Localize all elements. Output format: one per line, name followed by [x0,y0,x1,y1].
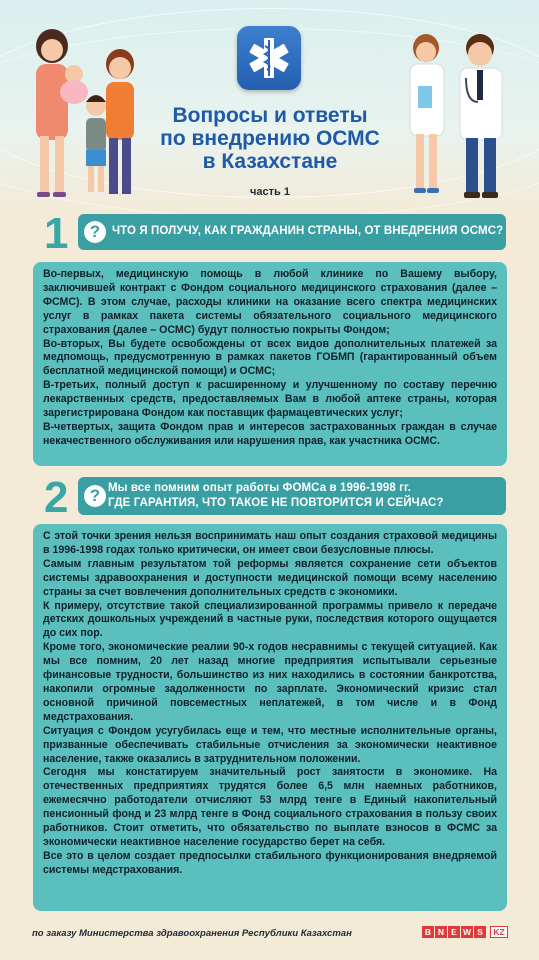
brand-letter: E [448,926,460,938]
question-2-line-2: ГДЕ ГАРАНТИЯ, ЧТО ТАКОЕ НЕ ПОВТОРИТСЯ И СЕЙЧАС? [108,497,444,509]
star-of-life-icon [237,26,301,90]
brand-suffix: KZ [490,926,508,938]
answer-2-paragraph: Все это в целом создает предпосылки стабильного функционирования внедряемой системы медстрахования. [43,849,497,876]
answer-2-panel [33,524,507,911]
page-subtitle: часть 1 [250,186,290,198]
question-1-number: 1 [44,209,69,258]
question-mark-icon: ? [84,221,106,243]
question-mark-icon: ? [84,485,106,507]
question-1-bar [78,214,506,250]
answer-2-paragraph: Самым главным результатом той реформы является сохранение сети объектов системы здравоохранения и доступности медицинской помощи всему населению страны за счет вовлечения дополнительных средств с экономики. [43,557,497,598]
brand-letter: S [474,926,486,938]
title-line-3: в Казахстане [202,150,338,173]
bnews-logo [422,926,508,938]
brand-letter: B [422,926,434,938]
brand-letter: W [462,927,472,937]
answer-2-paragraph: Ситуация с Фондом усугубилась еще и тем, что местные исполнительные органы, призванные обеспечивать стабильные отчисления за экономически неактивное население, также оказались в затруднительном положении. [43,724,497,765]
doctors-illustration [404,30,524,207]
page-title [130,104,410,173]
answer-1-paragraph: Во-вторых, Вы будете освобождены от всех видов дополнительных платежей за медпомощь, предусмотренную в рамках пакетов ГОБМП (гарантированный объем бесплатной медицинской помощи) и ОСМС; [43,337,497,378]
title-line-2: по внедрению ОСМС [160,127,380,150]
answer-2-paragraph: Кроме того, экономические реалии 90-х годов несравнимы с текущей ситуацией. Как мы все помним, 20 лет назад многие предприятия испытывали серьезные финансовые трудности, большинство из них находились в состоянии банкротства, накопили огромные задолженности по зарплате. Экономический кризис стал основной причиной повсеместных неплатежей, в том числе и в Фонд медстрахования. [43,641,497,723]
answer-1-panel [33,262,507,466]
answer-2-paragraph: К примеру, отсутствие такой специализированной программы привело к передаче детских дошкольных учреждений в частные руки, последствия которого ощущается до сих пор. [43,599,497,640]
answer-2-paragraph: С этой точки зрения нельзя воспринимать наш опыт создания страховой медицины в 1996-1998 годах только критически, он имеет свои безусловные плюсы. [43,530,497,556]
answer-1-paragraph: В-четвертых, защита Фондом прав и интересов застрахованных граждан в случае некачественного обслуживания или нарушения прав, как участника ОСМС. [43,420,497,447]
question-2-bar [78,477,506,515]
answer-1-paragraph: В-третьих, полный доступ к расширенному и улучшенному по составу перечню лекарственных средств, предоставляемых Вам в любой аптеке страны, которая зарегистрирована Фондом как поставщик фармацевтических услуг; [43,379,497,420]
question-2-line-1: Мы все помним опыт работы ФОМСа в 1996-1998 гг. [108,482,412,494]
answer-1-paragraph: Во-первых, медицинскую помощь в любой клинике по Вашему выбору, заключившей контракт с Фондом социального медицинского страхования (далее –ФСМС). В этом случае, расходы клиники на оказание всего спектра медицинских услуг в рамках пакета системы обязательного социального медицинского страхования (далее – ОСМС) будут полностью покрыты Фондом; [43,268,497,336]
answer-2-paragraph: Сегодня мы констатируем значительный рост занятости в экономике. На отечественных предприятиях трудятся более 6,5 млн наемных работников, ежемесячно работодатели отчисляют 53 млрд тенге в Единый накопительный пенсионный фонд и 23 млрд тенге в Фонд социального страхования в пользу своих работников. Стоит отметить, что обязательство по выплате взносов в ФСМС за экономически неактивное население государство берет на себя. [43,766,497,848]
question-2-number: 2 [44,473,69,522]
sponsor-note: по заказу Министерства здравоохранения Республики Казахстан [32,928,352,939]
title-line-1: Вопросы и ответы [172,104,368,127]
brand-letter: N [435,926,447,938]
question-1-text: ЧТО Я ПОЛУЧУ, КАК ГРАЖДАНИН СТРАНЫ, ОТ ВНЕДРЕНИЯ ОСМС? [112,225,504,237]
